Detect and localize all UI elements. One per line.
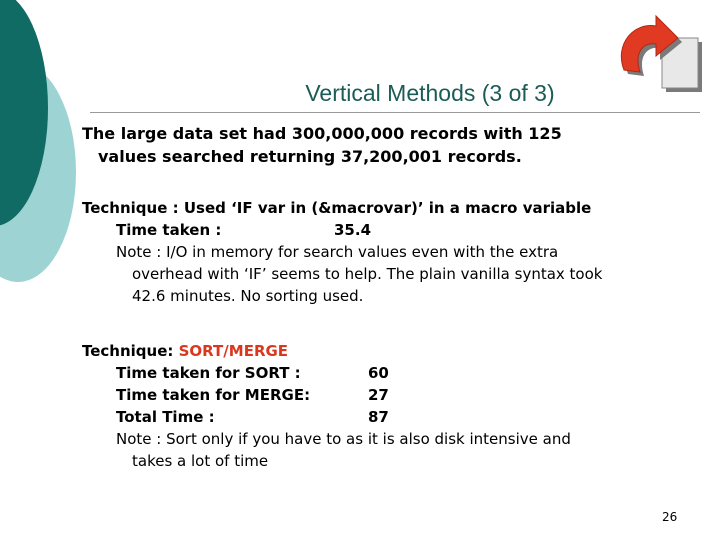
intro-line-1: The large data set had 300,000,000 records with 125 (82, 124, 562, 143)
technique-1-note-line-1: Note : I/O in memory for search values even with the extra (116, 243, 559, 261)
technique-1-time-label: Time taken : (116, 221, 222, 239)
intro-line-2: values searched returning 37,200,001 records. (98, 147, 522, 166)
technique-2-note-line-1: Note : Sort only if you have to as it is also disk intensive and (116, 430, 571, 448)
technique-2-note-line-2: takes a lot of time (132, 452, 269, 470)
slide-title: Vertical Methods (3 of 3) (305, 80, 555, 106)
technique-2-name: SORT/MERGE (178, 342, 289, 360)
technique-1-prefix: Technique : Used (82, 199, 232, 217)
merge-time-value: 27 (368, 386, 389, 404)
technique-1-note-line-2: overhead with ‘IF’ seems to help. The plain vanilla syntax took (132, 265, 603, 283)
decorative-teal-shapes (0, 0, 80, 300)
technique-1-section (82, 197, 602, 307)
sort-time-label: Time taken for SORT : (116, 364, 301, 382)
technique-1-suffix: in a macro variable (423, 199, 592, 217)
intro-paragraph (82, 122, 562, 168)
total-time-row (82, 406, 571, 428)
title-divider (90, 112, 700, 113)
technique-1-time-value: 35.4 (334, 221, 372, 239)
page-number: 26 (662, 510, 678, 524)
technique-2-prefix: Technique: (82, 342, 179, 360)
technique-1-heading (82, 197, 602, 219)
total-time-label: Total Time : (116, 408, 215, 426)
merge-time-label: Time taken for MERGE: (116, 386, 311, 404)
technique-2-section (82, 340, 571, 472)
merge-time-row (82, 384, 571, 406)
technique-1-time-row (82, 219, 602, 241)
sort-time-row (82, 362, 571, 384)
technique-1-note-line-3: 42.6 minutes. No sorting used. (132, 287, 364, 305)
total-time-value: 87 (368, 408, 389, 426)
sort-time-value: 60 (368, 364, 389, 382)
technique-2-heading (82, 340, 571, 362)
technique-1-code: ‘IF var in (&macrovar)’ (231, 199, 424, 217)
